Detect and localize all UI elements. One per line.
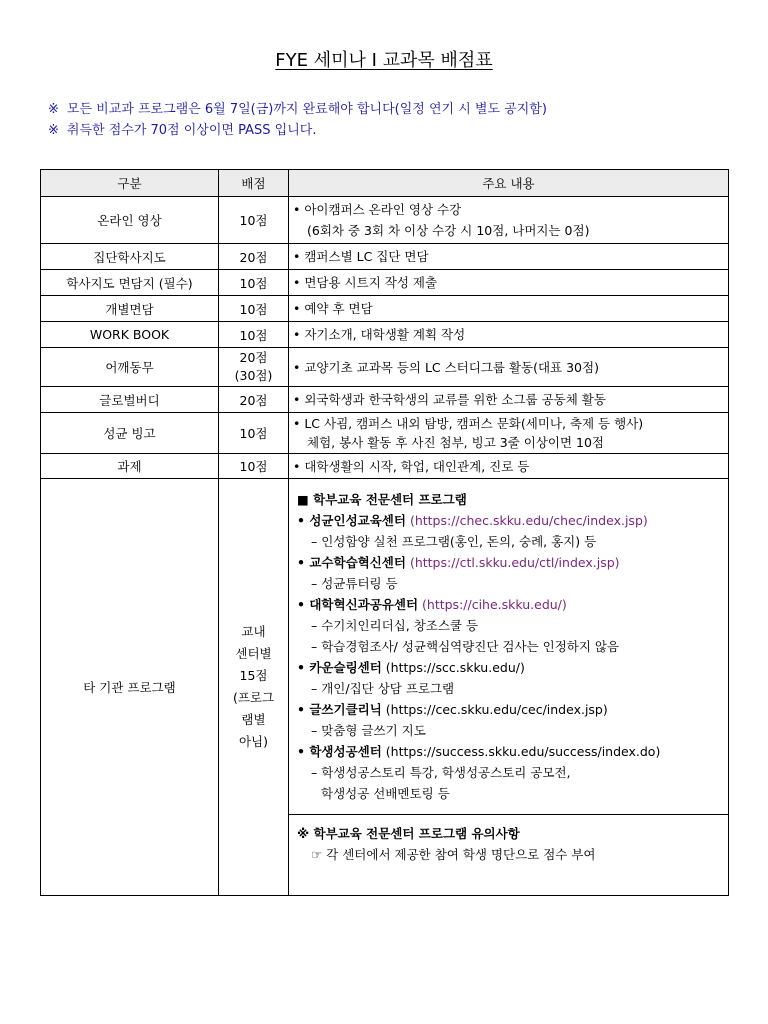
row-content: • LC 사굄, 캠퍼스 내외 탐방, 캠퍼스 문화(세미나, 축제 등 행사) 체험, 봉사 활동 후 사진 첨부, 빙고 3줄 이상이면 10점 bbox=[289, 413, 729, 454]
row-content: • 면담용 시트지 작성 제출 bbox=[289, 270, 729, 296]
row-score: 10점 bbox=[219, 413, 289, 454]
table-row bbox=[41, 322, 729, 348]
center-link[interactable]: (https://cec.skku.edu/cec/index.jsp) bbox=[385, 702, 608, 717]
caution-text: ☞ 각 센터에서 제공한 참여 학생 명단으로 점수 부여 bbox=[311, 847, 596, 862]
row-category: 타 기관 프로그램 bbox=[41, 479, 219, 896]
row-score: 20점 (30점) bbox=[219, 348, 289, 387]
row-category: 과제 bbox=[41, 454, 219, 479]
header-score: 배점 bbox=[219, 170, 289, 197]
row-category: 집단학사지도 bbox=[41, 244, 219, 270]
center-link[interactable]: (https://ctl.skku.edu/ctl/index.jsp) bbox=[409, 555, 620, 570]
center-item: • 성균인성교육센터 (https://chec.skku.edu/chec/index.jsp) bbox=[297, 513, 648, 528]
center-item: • 학생성공센터 (https://success.skku.edu/success/index.do) bbox=[297, 744, 661, 759]
table-row bbox=[41, 296, 729, 322]
row-category: 학사지도 면담지 (필수) bbox=[41, 270, 219, 296]
row-content: • 캠퍼스별 LC 집단 면담 bbox=[289, 244, 729, 270]
row-category: 글로벌버디 bbox=[41, 387, 219, 413]
table-row bbox=[41, 348, 729, 387]
row-category: 어깨동무 bbox=[41, 348, 219, 387]
row-score: 10점 bbox=[219, 197, 289, 244]
row-content: • 자기소개, 대학생활 계획 작성 bbox=[289, 322, 729, 348]
center-item: • 글쓰기클리닉 (https://cec.skku.edu/cec/index.jsp) bbox=[297, 702, 608, 717]
row-score: 20점 bbox=[219, 387, 289, 413]
row-content: • 외국학생과 한국학생의 교류를 위한 소그룹 공동체 활동 bbox=[289, 387, 729, 413]
center-program-list: ■ 학부교육 전문센터 프로그램 • 성균인성교육센터 (https://chec.skku.edu/chec/index.jsp) – 인성함양 실천 프로그램(홍인, 돈의, 숭례, 홍지) 등 • 교수학습혁신센터 (https://ctl.skku.edu/ctl/index.jsp) – 성균튜터링 등 • 대학혁신과공유센터 (https://cihe.skku.edu/) – 수기치인리더십, 창조스쿨 등 – 학습경험조사/ 성균핵심역량진단 검사는 인정하지 않음 • 카운슬링센터 (https://scc.skku.edu/) – 개인/집단 상담 프로그램 • 글쓰기클리닉 (https://cec.skku.edu/cec/index.jsp) – 맞춤형 글쓰기 지도 • 학생성공센터 (https://success.skku.edu/success/index.do) – 학생성공스토리 특강, 학생성공스토리 공모전, 학생성공 선배멘토링 등 bbox=[289, 479, 728, 815]
program-header: ■ 학부교육 전문센터 프로그램 bbox=[297, 492, 467, 507]
row-score: 교내 센터별 15점 (프로그 램별 아님) bbox=[219, 479, 289, 896]
notice-deadline: ※ 모든 비교과 프로그램은 6월 7일(금)까지 완료해야 합니다(일정 연기 시 별도 공지함) bbox=[48, 102, 547, 117]
page-title: FYE 세미나 I 교과목 배점표 bbox=[275, 50, 493, 71]
notice-pass: ※ 취득한 점수가 70점 이상이면 PASS 입니다. bbox=[48, 123, 317, 138]
row-category: 성균 빙고 bbox=[41, 413, 219, 454]
row-content: • 대학생활의 시작, 학업, 대인관계, 진로 등 bbox=[289, 454, 729, 479]
row-content: • 아이캠퍼스 온라인 영상 수강 (6회차 중 3회 차 이상 수강 시 10점, 나머지는 0점) bbox=[289, 197, 729, 244]
notice-list bbox=[48, 99, 547, 141]
center-link[interactable]: (https://success.skku.edu/success/index.do) bbox=[385, 744, 661, 759]
center-link[interactable]: (https://cihe.skku.edu/) bbox=[422, 597, 567, 612]
row-score: 10점 bbox=[219, 296, 289, 322]
caution-title: ※ 학부교육 전문센터 프로그램 유의사항 bbox=[297, 826, 520, 841]
row-score: 10점 bbox=[219, 322, 289, 348]
table-row bbox=[41, 197, 729, 244]
table-header-row bbox=[41, 170, 729, 197]
caution-box bbox=[289, 815, 728, 879]
table-row bbox=[41, 270, 729, 296]
row-category: 개별면담 bbox=[41, 296, 219, 322]
table-row bbox=[41, 413, 729, 454]
center-item: • 카운슬링센터 (https://scc.skku.edu/) bbox=[297, 660, 525, 675]
table-row bbox=[41, 454, 729, 479]
center-link[interactable]: (https://scc.skku.edu/) bbox=[385, 660, 525, 675]
row-content bbox=[289, 479, 729, 896]
row-category: WORK BOOK bbox=[41, 322, 219, 348]
row-content: • 교양기초 교과목 등의 LC 스터디그룹 활동(대표 30점) bbox=[289, 348, 729, 387]
row-score: 10점 bbox=[219, 270, 289, 296]
table-row-others bbox=[41, 479, 729, 896]
row-category: 온라인 영상 bbox=[41, 197, 219, 244]
center-item: • 교수학습혁신센터 (https://ctl.skku.edu/ctl/index.jsp) bbox=[297, 555, 620, 570]
score-table bbox=[40, 169, 729, 896]
table-row bbox=[41, 387, 729, 413]
row-content: • 예약 후 면담 bbox=[289, 296, 729, 322]
header-category: 구분 bbox=[41, 170, 219, 197]
center-item: • 대학혁신과공유센터 (https://cihe.skku.edu/) bbox=[297, 597, 567, 612]
center-link[interactable]: (https://chec.skku.edu/chec/index.jsp) bbox=[409, 513, 648, 528]
row-score: 10점 bbox=[219, 454, 289, 479]
row-score: 20점 bbox=[219, 244, 289, 270]
table-row bbox=[41, 244, 729, 270]
header-content: 주요 내용 bbox=[289, 170, 729, 197]
